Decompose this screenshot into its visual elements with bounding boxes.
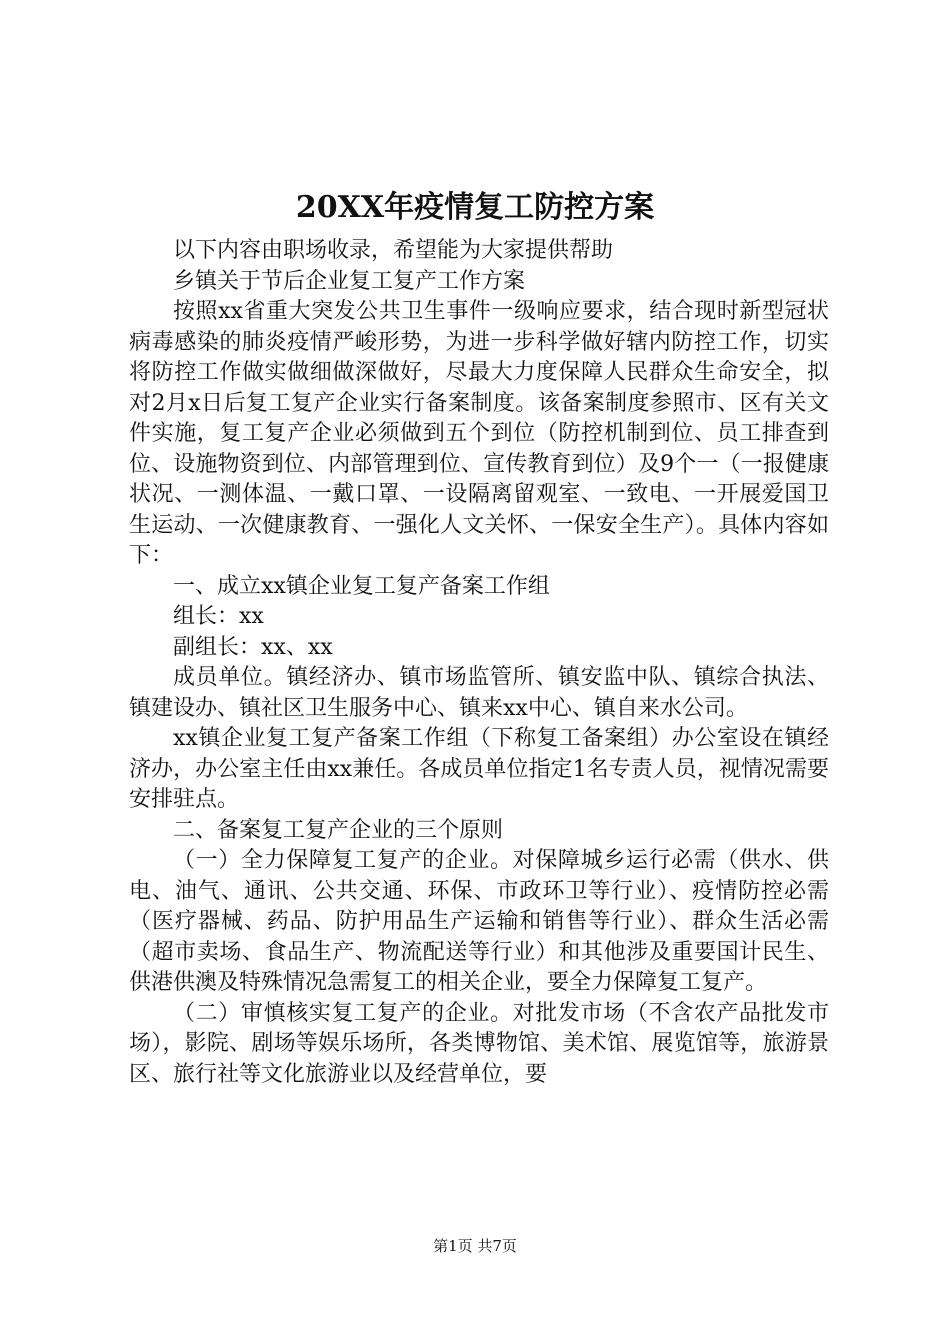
paragraph-principle-1: （一）全力保障复工复产的企业。对保障城乡运行必需（供水、供电、油气、通讯、公共交通、环保、市政环卫等行业）、疫情防控必需（医疗器械、药品、防护用品生产运输和销售等行业）、群众生活必需（超市卖场、食品生产、物流配送等行业）和其他涉及重要国计民生、供港供澳及特殊情况急需复工的相关企业，要全力保障复工复产。: [129, 848, 829, 995]
document-title: 20XX年疫情复工防控方案: [295, 190, 655, 225]
paragraph-office: xx镇企业复工复产备案工作组（下称复工备案组）办公室设在镇经济办，办公室主任由xx兼任。各成员单位指定1名专责人员，视情况需要安排驻点。: [129, 726, 829, 812]
page-footer: 第1页 共7页: [433, 1237, 517, 1255]
paragraph-member-units: 成员单位。镇经济办、镇市场监管所、镇安监中队、镇综合执法、镇建设办、镇社区卫生服务中心、镇来xx中心、镇自来水公司。: [129, 665, 829, 721]
document-body: [129, 236, 829, 1090]
paragraph-subtitle: 乡镇关于节后企业复工复产工作方案: [173, 268, 526, 294]
paragraph-principle-2: （二）审慎核实复工复产的企业。对批发市场（不含农产品批发市场），影院、剧场等娱乐场所，各类博物馆、美术馆、展览馆等，旅游景区、旅行社等文化旅游业以及经营单位，要: [129, 1000, 829, 1087]
section-heading-2: 二、备案复工复产企业的三个原则: [173, 817, 504, 843]
paragraph-intro: 以下内容由职场收录，希望能为大家提供帮助: [173, 238, 614, 263]
paragraph-leader: 组长：xx: [173, 604, 264, 629]
section-heading-1: 一、成立xx镇企业复工复产备案工作组: [173, 573, 550, 599]
paragraph-deputy-leader: 副组长：xx、xx: [173, 634, 333, 660]
paragraph-background: 按照xx省重大突发公共卫生事件一级响应要求，结合现时新型冠状病毒感染的肺炎疫情严峻形势，为进一步科学做好辖内防控工作，切实将防控工作做实做细做深做好，尽最大力度保障人民群众生命安全，拟对2月x日后复工复产企业实行备案制度。该备案制度参照市、区有关文件实施，复工复产企业必须做到五个到位（防控机制到位、员工排查到位、设施物资到位、内部管理到位、宣传教育到位）及9个一（一报健康状况、一测体温、一戴口罩、一设隔离留观室、一致电、一开展爱国卫生运动、一次健康教育、一强化人文关怀、一保安全生产）。具体内容如下：: [129, 299, 829, 568]
